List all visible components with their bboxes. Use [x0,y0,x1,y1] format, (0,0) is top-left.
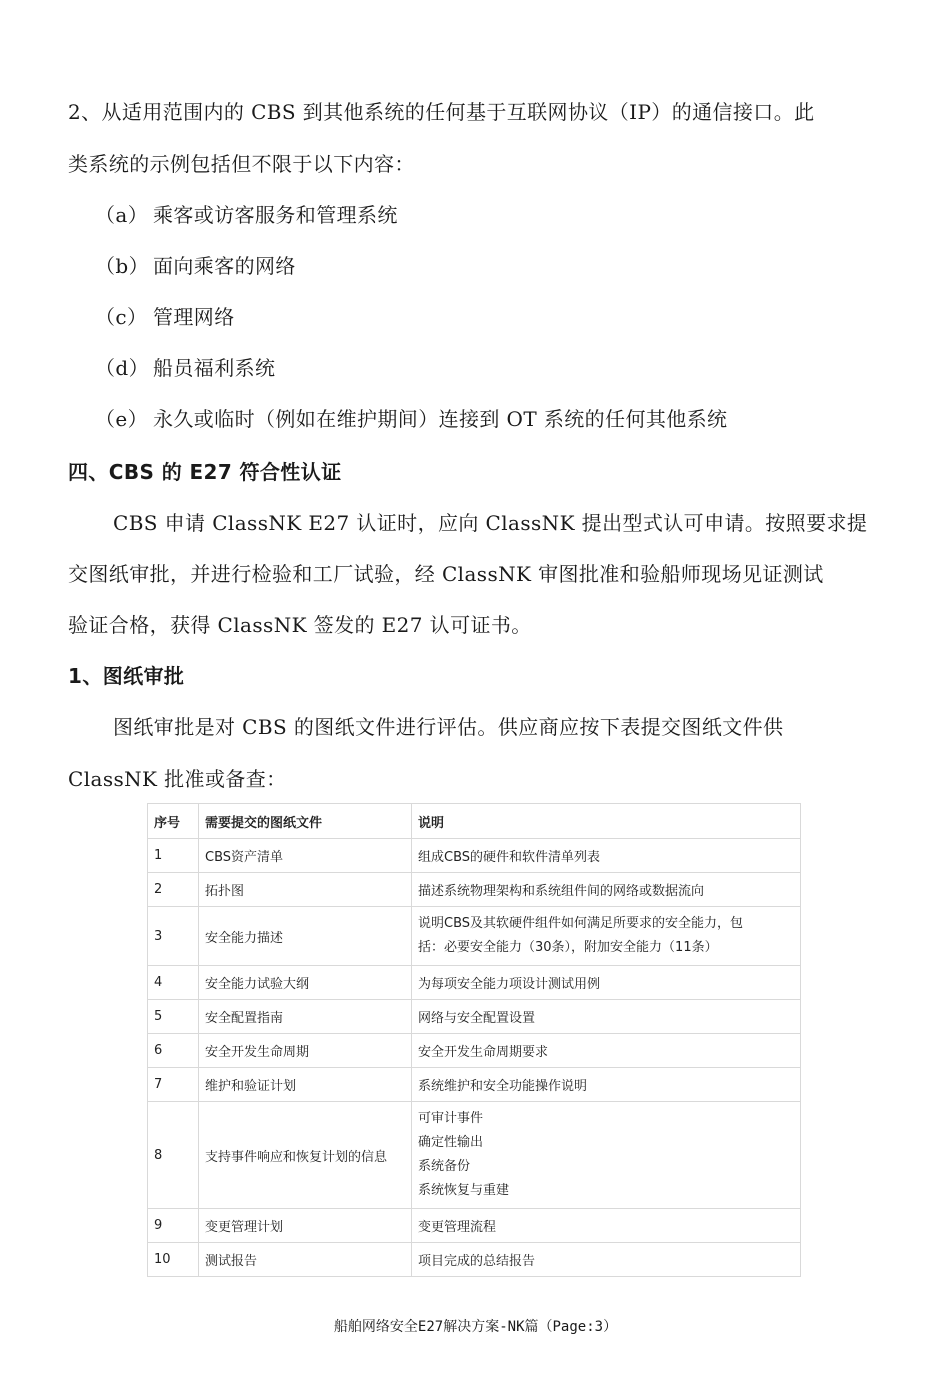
page-footer: 船舶网络安全E27解决方案-NK篇（Page:3） [333,1319,618,1335]
cell-no: 4 [148,966,199,1000]
example-text: 永久或临时（例如在维护期间）连接到 OT 系统的任何其他系统 [153,407,728,431]
example-label: （b） [95,254,150,278]
table-row [148,907,801,966]
cell-no: 1 [148,839,199,873]
cell-no: 9 [148,1209,199,1243]
cell-description: 组成CBS的硬件和软件清单列表 [412,839,801,873]
description-line: 括：必要安全能力（30条），附加安全能力（11条） [418,940,718,955]
example-text: 面向乘客的网络 [153,254,296,278]
section4-paragraph-line: CBS 申请 ClassNK E27 认证时，应向 ClassNK 提出型式认可申请。按照要求提 [113,511,868,535]
example-label: （c） [95,305,148,329]
cell-document: 安全能力试验大纲 [199,966,412,1000]
sub1-paragraph-line: 图纸审批是对 CBS 的图纸文件进行评估。供应商应按下表提交图纸文件供 [113,715,784,739]
table-row [148,1000,801,1034]
para2-line2: 类系统的示例包括但不限于以下内容： [68,152,415,176]
cell-no: 6 [148,1034,199,1068]
example-item [95,403,727,432]
description-line: 系统备份 [418,1159,471,1174]
sub1-paragraph-line: ClassNK 批准或备查： [68,767,287,791]
para2-line1: 2、从适用范围内的 CBS 到其他系统的任何基于互联网协议（IP）的通信接口。此 [68,100,815,124]
table-row [148,1034,801,1068]
section4-paragraph-line: 验证合格，获得 ClassNK 签发的 E27 认可证书。 [68,613,532,637]
example-label: （d） [95,356,150,380]
sub1-heading: 1、图纸审批 [68,664,185,688]
cell-description [412,1102,801,1209]
example-item [95,352,275,381]
table-row [148,873,801,907]
table-row [148,966,801,1000]
table-row [148,1102,801,1209]
cell-description: 描述系统物理架构和系统组件间的网络或数据流向 [412,873,801,907]
table-row [148,1243,801,1277]
example-text: 乘客或访客服务和管理系统 [153,203,398,227]
cell-no: 8 [148,1102,199,1209]
cell-document: CBS资产清单 [199,839,412,873]
description-line: 系统恢复与重建 [418,1183,510,1198]
table-row [148,839,801,873]
header-description: 说明 [412,804,801,839]
description-line: 确定性输出 [418,1135,484,1150]
drawing-documents-table [147,803,801,1277]
description-line: 说明CBS及其软硬件组件如何满足所要求的安全能力，包 [418,916,744,931]
cell-description: 项目完成的总结报告 [412,1243,801,1277]
cell-no: 2 [148,873,199,907]
example-label: （a） [95,203,149,227]
description-line: 可审计事件 [418,1111,484,1126]
example-text: 管理网络 [153,305,235,329]
cell-no: 3 [148,907,199,966]
cell-no: 5 [148,1000,199,1034]
header-no: 序号 [148,804,199,839]
cell-description: 变更管理流程 [412,1209,801,1243]
cell-document: 安全能力描述 [199,907,412,966]
cell-description: 安全开发生命周期要求 [412,1034,801,1068]
cell-document: 安全配置指南 [199,1000,412,1034]
cell-description [412,907,801,966]
section4-heading: 四、CBS 的 E27 符合性认证 [68,460,342,484]
cell-description: 系统维护和安全功能操作说明 [412,1068,801,1102]
section4-paragraph-line: 交图纸审批，并进行检验和工厂试验，经 ClassNK 审图批准和验船师现场见证测试 [68,562,824,586]
example-item [95,301,235,330]
cell-no: 10 [148,1243,199,1277]
cell-document: 拓扑图 [199,873,412,907]
table-row [148,1068,801,1102]
header-document: 需要提交的图纸文件 [199,804,412,839]
cell-document: 维护和验证计划 [199,1068,412,1102]
cell-document: 安全开发生命周期 [199,1034,412,1068]
cell-document: 支持事件响应和恢复计划的信息 [199,1102,412,1209]
cell-document: 测试报告 [199,1243,412,1277]
example-text: 船员福利系统 [153,356,276,380]
cell-document: 变更管理计划 [199,1209,412,1243]
table-header-row [148,804,801,839]
example-label: （e） [95,407,149,431]
cell-description: 为每项安全能力项设计测试用例 [412,966,801,1000]
cell-no: 7 [148,1068,199,1102]
table-row [148,1209,801,1243]
cell-description: 网络与安全配置设置 [412,1000,801,1034]
example-item [95,199,398,228]
example-item [95,250,296,279]
